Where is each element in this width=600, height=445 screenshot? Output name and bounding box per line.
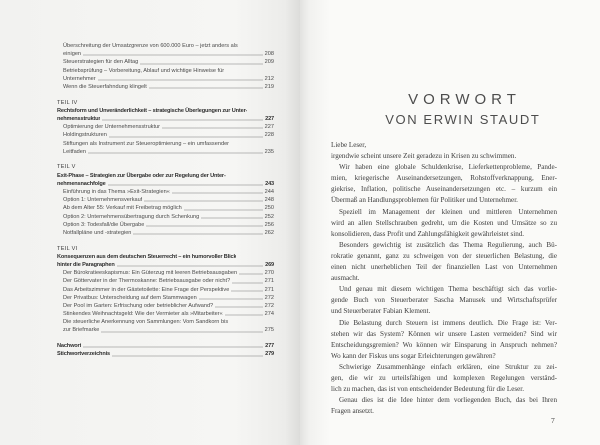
foreword-line: lich zu machen, das ist von entscheidender Bedeutung für die Leser. (331, 385, 525, 394)
right-page-foreword (300, 0, 600, 445)
toc-page-number: 227 (265, 115, 274, 122)
toc-entry-text: Ab dem Alter 55: Verkauf mit Freibetrag möglich (63, 205, 182, 212)
dot-leader (149, 87, 263, 89)
toc-entry-text: Das Arbeitszimmer in der Gästetoilette: Eine Frage der Perspektive (63, 286, 230, 293)
toc-line (63, 83, 274, 91)
toc-entry (57, 286, 274, 294)
toc-entry-text: Einführung in das Thema »Exit-Strategien« (63, 188, 170, 195)
table-of-contents (57, 42, 274, 359)
toc-entry (57, 123, 274, 131)
toc-back-matter-entry (57, 342, 274, 350)
toc-entry-text: Überschreitung der Umsatzgrenze von 600.000 Euro – jetzt anders als (63, 42, 238, 49)
toc-entry-text: Notfallpläne und -strategien (63, 229, 132, 236)
dot-leader (172, 192, 263, 194)
toc-entry-text: Der Göttervater in der Thermoskanne: Betriebsausgabe oder nicht? (63, 278, 231, 285)
dot-leader (102, 119, 263, 121)
toc-entry (57, 196, 274, 204)
toc-part-title (57, 172, 274, 188)
toc-page-number: 252 (264, 213, 274, 220)
toc-line (63, 42, 274, 50)
toc-entry-text: Betriebsprüfung – Vorbereitung, Ablauf und wichtige Hinweise für (63, 67, 225, 74)
toc-entry (57, 131, 274, 139)
toc-part-title (57, 107, 274, 123)
dot-leader (117, 265, 263, 267)
toc-line (63, 277, 274, 285)
salutation: Liebe Leser, (331, 141, 367, 149)
dot-leader (239, 273, 263, 275)
toc-line (63, 213, 274, 221)
toc-page-number: 271 (264, 286, 274, 293)
toc-entry-text: Option 1: Unternehmensverkauf (63, 197, 143, 204)
toc-part-label: TEIL VI (57, 245, 78, 252)
toc-page-number: 262 (264, 229, 274, 236)
toc-entry (57, 42, 274, 58)
toc-entry-text: Die steuerliche Anerkennung von Sammlungen: Vom Sandkorn bis (63, 319, 229, 326)
toc-entry-text: zur Briefmarke (63, 327, 100, 334)
foreword-line: konsolidieren, dass Profit und Zahlungsfähigkeit gewährleistet sind. (331, 229, 525, 238)
toc-page-number: 272 (264, 302, 274, 309)
toc-page-number: 248 (264, 197, 274, 204)
toc-entry-text: Der Bürokratieeskapismus: Ein Güterzug mit leeren Betriebsausgaben (63, 270, 238, 277)
toc-entry-text: Rechtsform und Unveränderlichkeit – strategische Überlegungen zur Unter- (57, 107, 248, 114)
toc-entry-text: nehmensstruktur (57, 115, 101, 122)
toc-line (57, 180, 274, 188)
toc-line (57, 253, 274, 261)
toc-entry (57, 58, 274, 66)
toc-entry (57, 269, 274, 277)
toc-line (63, 67, 274, 75)
toc-entry (57, 294, 274, 302)
toc-line (63, 131, 274, 139)
toc-part-label: TEIL IV (57, 99, 78, 106)
toc-page-number: 243 (265, 180, 274, 187)
toc-line (57, 172, 274, 180)
toc-line (63, 269, 274, 277)
dot-leader (215, 306, 262, 308)
foreword-line: einen nicht unerheblichen Teil der finanziellen Last von Unternehmen (331, 263, 557, 272)
toc-page-number: 275 (264, 327, 274, 334)
toc-line (63, 75, 274, 83)
toc-line (63, 327, 274, 335)
foreword-line: stehen wir das System? Können wir unsere Lasten vermeiden? Sind wir (331, 329, 557, 338)
foreword-line: Wo kann der Fiskus uns sogar Erleichterungen gewähren? (331, 351, 496, 360)
toc-back-matter-entry (57, 350, 274, 358)
toc-page-number: 228 (264, 132, 274, 139)
toc-line (63, 310, 274, 318)
toc-entry (57, 302, 274, 310)
toc-line (63, 229, 274, 237)
toc-entry-text: Leitfaden (63, 148, 87, 155)
foreword-line: Schwierige Zusammenhänge einfach erklären, eine Struktur zu zei- (339, 362, 557, 371)
toc-page-number: 277 (265, 343, 274, 350)
toc-entry (57, 277, 274, 285)
toc-entry (57, 188, 274, 196)
dot-leader (201, 217, 262, 219)
foreword-title (362, 90, 562, 131)
toc-line (63, 148, 274, 156)
toc-line (63, 318, 274, 326)
toc-entry-text: Option 2: Unternehmensübertragung durch Schenkung (63, 213, 200, 220)
toc-line (63, 196, 274, 204)
toc-line (57, 342, 274, 350)
page-number: 7 (551, 416, 555, 425)
toc-line (63, 204, 274, 212)
toc-line (63, 140, 274, 148)
toc-line (57, 107, 274, 115)
toc-page-number: 256 (264, 221, 274, 228)
toc-entry (57, 140, 274, 156)
toc-line (63, 302, 274, 310)
dot-leader (162, 127, 263, 129)
foreword-line: Wir haben eine globale Schuldenkrise, Lieferkettenprobleme, Pande- (339, 163, 557, 172)
toc-entry (57, 221, 274, 229)
toc-entry-text: einigen (63, 51, 82, 58)
foreword-line: Und genau mit diesem wichtigen Thema beschäftigt sich das vorlie- (339, 285, 557, 294)
toc-entry-text: Nachwort (57, 343, 82, 350)
toc-entry-text: hinter die Paragraphen (57, 261, 115, 268)
toc-page-number: 235 (264, 148, 274, 155)
toc-entry-text: Der Privatbus: Unterscheidung auf dem Stammwagen (63, 294, 197, 301)
toc-entry-text: Konsequenzen aus dem deutschen Steuerrecht – ein humorvoller Blick (57, 253, 237, 260)
toc-entry-text: Steuerstrategien für den Alltag (63, 59, 139, 66)
toc-entry-text: Wenn die Steuerfahndung klingelt (63, 83, 147, 90)
toc-line (63, 123, 274, 131)
foreword-line: Speziell im Management der kleinen und mittleren Unternehmen (339, 207, 557, 216)
foreword-line: gende Buch von Steuerberater Sascha Manusek und Wirtschaftsprüfer (331, 296, 557, 305)
toc-entry-text: nehmensnachfolge (57, 180, 106, 187)
toc-entry (57, 213, 274, 221)
toc-line (63, 50, 274, 58)
dot-leader (98, 79, 263, 81)
foreword-line: Besonders gewichtig ist zusätzlich das Thema Regulierung, auch Bü- (339, 240, 557, 249)
toc-part-title (57, 253, 274, 269)
toc-page-number: 272 (264, 294, 274, 301)
foreword-line: Entscheidungsgremien? Wo können wir Einsparung in Anspruch nehmen? (331, 340, 557, 349)
dot-leader (83, 54, 263, 56)
dot-leader (184, 209, 263, 211)
toc-part-label: TEIL V (57, 164, 76, 171)
toc-entry-text: Optimierung der Unternehmensstruktur (63, 124, 161, 131)
foreword-line: ausmacht. (331, 274, 360, 283)
toc-entry (57, 229, 274, 237)
dot-leader (112, 355, 263, 357)
dot-leader (88, 152, 263, 154)
toc-line (57, 115, 274, 123)
toc-entry-text: Der Pool im Garten: Erfrischung oder betrieblicher Aufwand? (63, 302, 214, 309)
dot-leader (140, 63, 262, 65)
foreword-line: giekrise, Inflation, politische Auseinandersetzungen etc. – kurzum ein (331, 185, 557, 194)
toc-entry (57, 318, 274, 334)
toc-entry-text: Stinkendes Weihnachtsgeld: Wie der Vermieter als »Mitarbeiter« (63, 311, 223, 318)
dot-leader (109, 136, 263, 138)
toc-page-number: 250 (264, 205, 274, 212)
toc-page-number: 270 (264, 270, 274, 277)
toc-entry-text: Exit-Phase – Strategien zur Übergabe oder zur Regelung der Unter- (57, 172, 226, 179)
toc-page-number: 219 (264, 83, 274, 90)
toc-page-number: 244 (264, 188, 274, 195)
toc-page-number: 271 (264, 278, 274, 285)
foreword-line: gen, die wir zu urteilsfähigen und komplexen Regelungen verständ- (331, 373, 557, 382)
toc-entry-text: Unternehmer (63, 75, 96, 82)
foreword-title-line2: VON ERWIN STAUDT (385, 112, 541, 127)
foreword-line: mien, kriegerische Auseinandersetzungen, Rohstoffverknappung, Ener- (331, 174, 557, 183)
toc-entry (57, 204, 274, 212)
foreword-line: irgendwie scheint unsere Zeit geradezu in Krisen zu schwimmen. (331, 152, 517, 161)
dot-leader (199, 298, 263, 300)
dot-leader (108, 184, 264, 186)
dot-leader (146, 225, 262, 227)
dot-leader (225, 314, 263, 316)
foreword-line: Genau dies ist die Idee hinter dem vorliegenden Buch, das bei Ihren (339, 396, 557, 405)
toc-page-number: 279 (265, 351, 274, 358)
toc-line (63, 188, 274, 196)
toc-page-number: 209 (264, 59, 274, 66)
toc-entry-text: Holdingstrukturen (63, 132, 107, 139)
toc-page-number: 227 (264, 124, 274, 131)
toc-entry (57, 83, 274, 91)
foreword-title-line1: VORWORT (408, 91, 521, 108)
dot-leader (83, 346, 263, 348)
dot-leader (101, 331, 262, 333)
toc-line (63, 294, 274, 302)
toc-line (63, 58, 274, 66)
foreword-body (331, 140, 557, 417)
toc-page-number: 212 (264, 75, 274, 82)
toc-line (57, 261, 274, 269)
toc-page-number: 208 (264, 51, 274, 58)
foreword-line: wird an allen Stellschrauben gedreht, um die Kosten und Umsätze so zu (331, 218, 557, 227)
toc-page-number: 274 (264, 311, 274, 318)
foreword-line: und Steuerberater Fabian Klement. (331, 307, 431, 316)
toc-page-number: 269 (265, 261, 274, 268)
toc-entry (57, 67, 274, 83)
foreword-line: Die Belastung durch Steuern ist immens deutlich. Die Frage ist: Ver- (339, 318, 557, 327)
dot-leader (133, 233, 262, 235)
dot-leader (232, 282, 262, 284)
foreword-line: Übermaß an Handlungsproblemen für Politiker und Unternehmer. (331, 196, 518, 205)
toc-line (57, 350, 274, 358)
foreword-line: rokratie genannt, ganz zu schweigen von der steuerlichen Belastung, die (331, 251, 557, 260)
foreword-line: Fragen ansetzt. (331, 407, 374, 416)
toc-entry-text: Option 3: Todesfall/die Übergabe (63, 221, 145, 228)
toc-line (63, 286, 274, 294)
dot-leader (231, 290, 262, 292)
dot-leader (144, 200, 262, 202)
toc-entry (57, 310, 274, 318)
toc-entry-text: Stiftungen als Instrument zur Steueroptimierung – ein umfassender (63, 140, 230, 147)
toc-line (63, 221, 274, 229)
toc-entry-text: Stichwortverzeichnis (57, 351, 110, 358)
